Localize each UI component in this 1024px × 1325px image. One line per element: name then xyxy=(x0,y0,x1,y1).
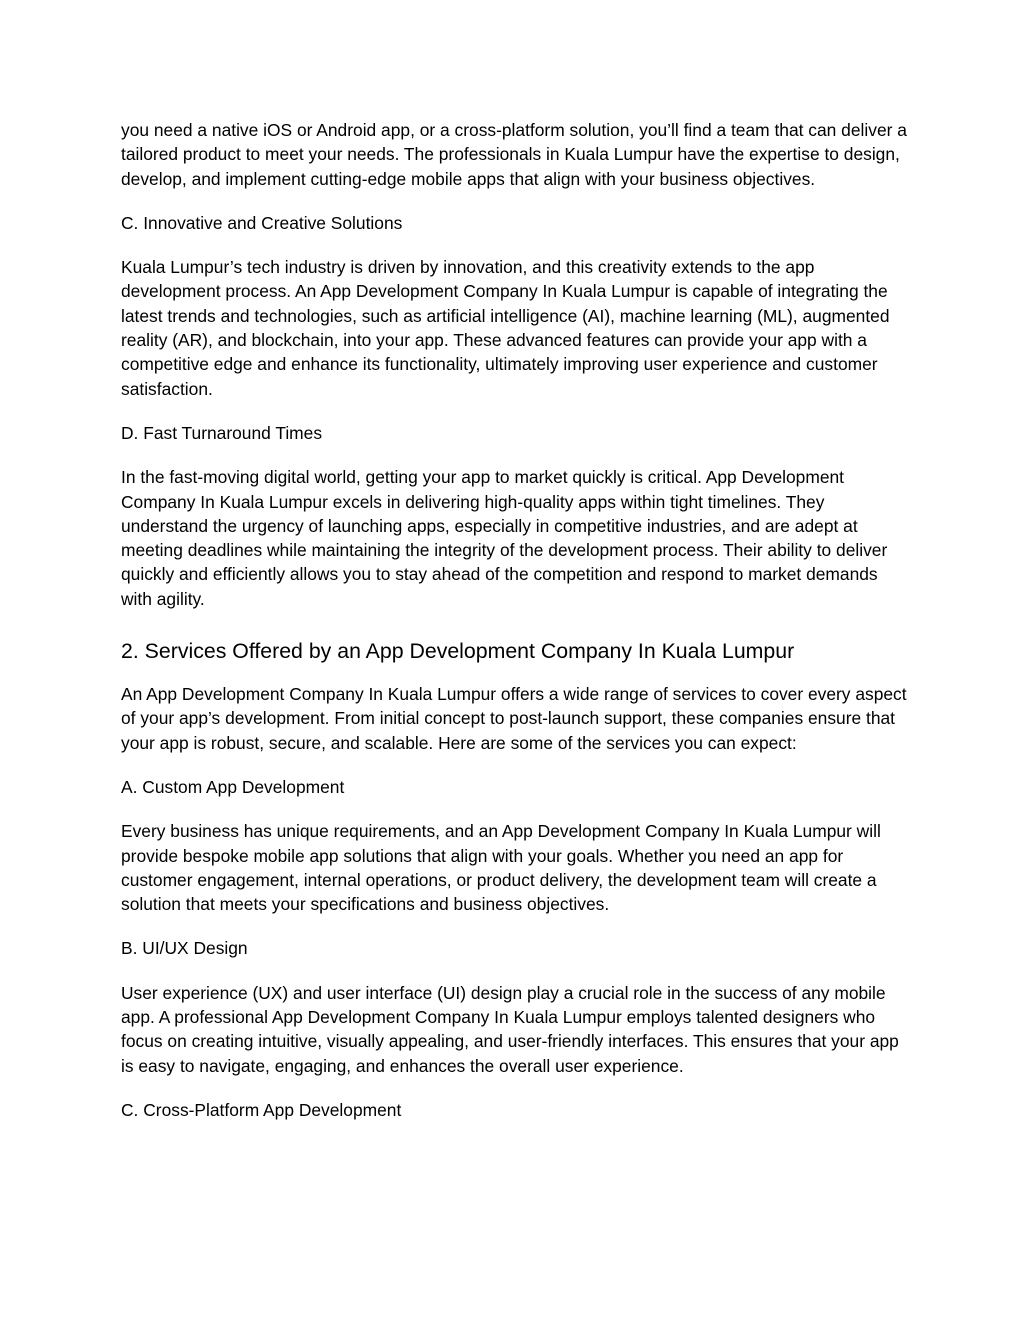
subheading-cross-platform: C. Cross-Platform App Development xyxy=(121,1099,402,1120)
subheading-custom-app: A. Custom App Development xyxy=(121,776,345,797)
subheading-innovative-solutions: C. Innovative and Creative Solutions xyxy=(121,212,403,233)
intro-paragraph: you need a native iOS or Android app, or a cross-platform solution, you’ll find a team that can deliver a tailored product to meet your needs. The professionals in Kuala Lumpur have the expertise to design, develop, and implement cutting-edge mobile apps that align with your business objectives. xyxy=(121,120,907,189)
services-intro-paragraph: An App Development Company In Kuala Lumpur offers a wide range of services to cover every aspect of your app’s development. From initial concept to post-launch support, these companies ensure that your app is robust, secure, and scalable. Here are some of the services you can expect: xyxy=(121,684,907,753)
custom-app-paragraph: Every business has unique requirements, and an App Development Company In Kuala Lumpur will provide bespoke mobile app solutions that align with your goals. Whether you need an app for customer engagement, internal operations, or product delivery, the development team will create a solution that meets your specifications and business objectives. xyxy=(121,821,881,915)
subheading-ui-ux: B. UI/UX Design xyxy=(121,938,248,959)
ui-ux-paragraph: User experience (UX) and user interface (UI) design play a crucial role in the success of any mobile app. A professional App Development Company In Kuala Lumpur employs talented designers who focus on creating intuitive, visually appealing, and user-friendly interfaces. This ensures that your app is easy to navigate, engaging, and enhances the overall user experience. xyxy=(121,982,899,1076)
subheading-fast-turnaround: D. Fast Turnaround Times xyxy=(121,422,323,443)
turnaround-paragraph: In the fast-moving digital world, getting your app to market quickly is critical. App Development Company In Kuala Lumpur excels in delivering high-quality apps within tight timelines. They understand the urgency of launching apps, especially in competitive industries, and are adept at meeting deadlines while maintaining the integrity of the development process. Their ability to deliver quickly and efficiently allows you to stay ahead of the competition and respond to market demands with agility. xyxy=(121,467,888,609)
section-heading-services: 2. Services Offered by an App Development Company In Kuala Lumpur xyxy=(121,639,795,664)
innovation-paragraph: Kuala Lumpur’s tech industry is driven by innovation, and this creativity extends to the app development process. An App Development Company In Kuala Lumpur is capable of integrating the latest trends and technologies, such as artificial intelligence (AI), machine learning (ML), augmented reality (AR), and blockchain, into your app. These advanced features can provide your app with a competitive edge and enhance its functionality, ultimately improving user experience and customer satisfaction. xyxy=(121,257,890,399)
document-page xyxy=(121,118,911,1142)
